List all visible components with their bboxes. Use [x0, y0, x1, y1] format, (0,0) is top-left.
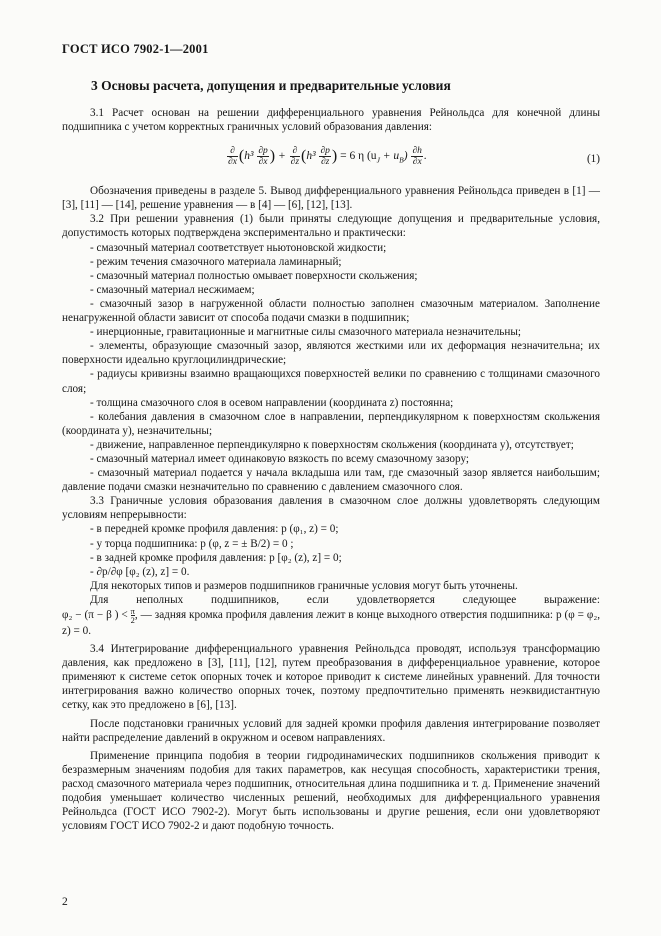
boundary-condition: - ∂p/∂φ [φ₂ (z), z] = 0. [90, 565, 190, 578]
plus-sign: + [277, 150, 286, 163]
frac-d-dx: $\frac{\partial}{\partial x}$ [228, 146, 237, 168]
paragraph-after-substitution: После подстановки граничных условий для задней кромки профиля давления интегрирование позволяет найти распределение давлений в окружном и осевом направлениях. [62, 717, 600, 744]
assumption-item: - колебания давления в смазочном слое в направлении, перпендикулярном к поверхностям скольжения (координата y), незначительны; [62, 410, 600, 437]
paragraph-3-3: 3.3 Граничные условия образования давления в смазочном слое должны удовлетворять следующим условиям непрерывности: [62, 495, 600, 522]
h-cubed-2: h³ [306, 150, 316, 163]
page-number: 2 [62, 896, 68, 908]
reynolds-equation [62, 140, 600, 180]
equation-number: (1) [586, 153, 600, 166]
assumption-item: - радиусы кривизны взаимно вращающихся поверхностей велики по сравнению с толщинами смазочного слоя; [62, 368, 600, 395]
assumption-item: - смазочный зазор в нагруженной области полностью заполнен смазочным материалом. Заполнение ненагруженной области зависит от способа подачи смазки в подшипник; [62, 297, 600, 325]
paragraph-3-2: 3.2 При решении уравнения (1) были приняты следующие допущения и предварительные условия, допустимость которых подтверждена экспериментально и практически: [62, 213, 600, 240]
paragraph-3-4: 3.4 Интегрирование дифференциального уравнения Рейнольдса проводят, используя трансформацию давления, как предложено в [3], [11], [12], путем преобразования в дифференциальное уравнение, которое применяют к системе сеток опорных точек и которое приводит к системе линейных уравнений. Для точности интегрирования важно количество опорных точек, поэтому предпочтительно применять неэквидистантную сетку, как это предложено в [6], [13]. [62, 643, 600, 712]
condition-left: φ₂ − (π − β ) < [62, 609, 128, 622]
frac-dp-dx: $\frac{\partial p}{\partial x}$ [258, 146, 268, 168]
sub-j: J [376, 155, 380, 165]
rhs-term: = 6 η (u [340, 150, 377, 163]
section-title: 3 Основы расчета, допущения и предварительные условия [91, 78, 451, 93]
boundary-condition: - у торца подшипника: p (φ, z = ± B/2) = 0 ; [90, 537, 294, 550]
equation-expression: $\frac{\partial}{\partial x}$ (h³ $\frac{\partial p}{\partial x}$ ) + $\frac{\partial}{\partial z}$ (h³ $\frac{\partial p}{\partial z}$ ) = 6 η $(u_J + u_B)$ $\frac{\partial h}{\partial x}$ . [228, 146, 427, 168]
boundary-condition: - в задней кромке профиля давления: p [φ₂ (z), z] = 0; [90, 551, 342, 564]
sub-b: B [399, 155, 404, 165]
h-cubed: h³ [244, 150, 254, 163]
condition-right: , — задняя кромка профиля давления лежит в конце выходного отверстия подшипника: p (φ = φ₂, z) = 0. [62, 609, 601, 637]
frac-dh-dx: $\frac{\partial h}{\partial x}$ [412, 146, 422, 168]
document-body [62, 106, 600, 833]
paragraph-references: Обозначения приведены в разделе 5. Вывод дифференциального уравнения Рейнольдса приведен в [1] —[3], [11] — [14], решение уравнения — в [4] — [6], [12], [13]. [62, 185, 600, 212]
assumption-item: - толщина смазочного слоя в осевом направлении (координата z) постоянна; [90, 396, 454, 409]
assumption-item: - смазочный материал полностью омывает поверхности скольжения; [90, 269, 418, 282]
paragraph-3-1: 3.1 Расчет основан на решении дифференциального уравнения Рейнольдса для конечной длины подшипника с учетом корректных граничных условий образования давления: [62, 107, 600, 134]
frac-dp-dz: $\frac{\partial p}{\partial z}$ [320, 146, 330, 168]
assumption-item: - элементы, образующие смазочный зазор, являются жесткими или их деформация незначительна; их поверхности идеально круглоцилиндрические; [62, 340, 600, 367]
boundary-condition: - в передней кромке профиля давления: p (φ₁, z) = 0; [90, 523, 339, 536]
equation-dot: . [423, 150, 427, 163]
u-b-term: + u [382, 150, 400, 163]
partial-bearing-condition [62, 607, 600, 638]
assumption-item: - режим течения смазочного материала ламинарный; [90, 255, 342, 268]
assumption-item: - смазочный материал соответствует ньютоновской жидкости; [90, 241, 387, 254]
pi-half-fraction: $\frac{\pi}{2}$ [130, 606, 135, 625]
assumption-item: - смазочный материал имеет одинаковую вязкость по всему смазочному зазору; [90, 452, 469, 465]
frac-d-dz: $\frac{\partial}{\partial z}$ [290, 146, 300, 168]
assumption-item: - смазочный материал несжимаем; [90, 283, 255, 296]
assumption-item: - смазочный материал подается у начала вкладыша или там, где смазочный зазор является наибольшим; давление подачи смазки незначительно по сравнению с давлением смазочного слоя. [62, 467, 600, 494]
assumption-item: - инерционные, гравитационные и магнитные силы смазочного материала незначительны; [90, 326, 522, 339]
assumption-item: - движение, направленное перпендикулярно к поверхностям скольжения (координата y), отсутствует; [90, 438, 574, 451]
paragraph-partial-bearings: Для неполных подшипников, если удовлетворяется следующее выражение: [90, 593, 600, 606]
paragraph-bearing-types: Для некоторых типов и размеров подшипников граничные условия могут быть уточнены. [90, 579, 518, 592]
document-header: ГОСТ ИСО 7902-1—2001 [62, 42, 209, 56]
paragraph-similarity: Применение принципа подобия в теории гидродинамических подшипников скольжения приводит к безразмерным значениям подобия для таких параметров, как несущая способность, характеристики трения, расход смазочного материала через подшипник, относительная длина подшипника и т. д. Применение значений подобия уменьшает количество численных решений, необходимых для дифференциального уравнения Рейнольдса (ГОСТ ИСО 7902-2). Могут быть использованы и другие решения, если они удовлетворяют условиям ГОСТ ИСО 7902-2 и дают подобную точность. [62, 749, 600, 833]
close-paren: ) [403, 150, 408, 163]
